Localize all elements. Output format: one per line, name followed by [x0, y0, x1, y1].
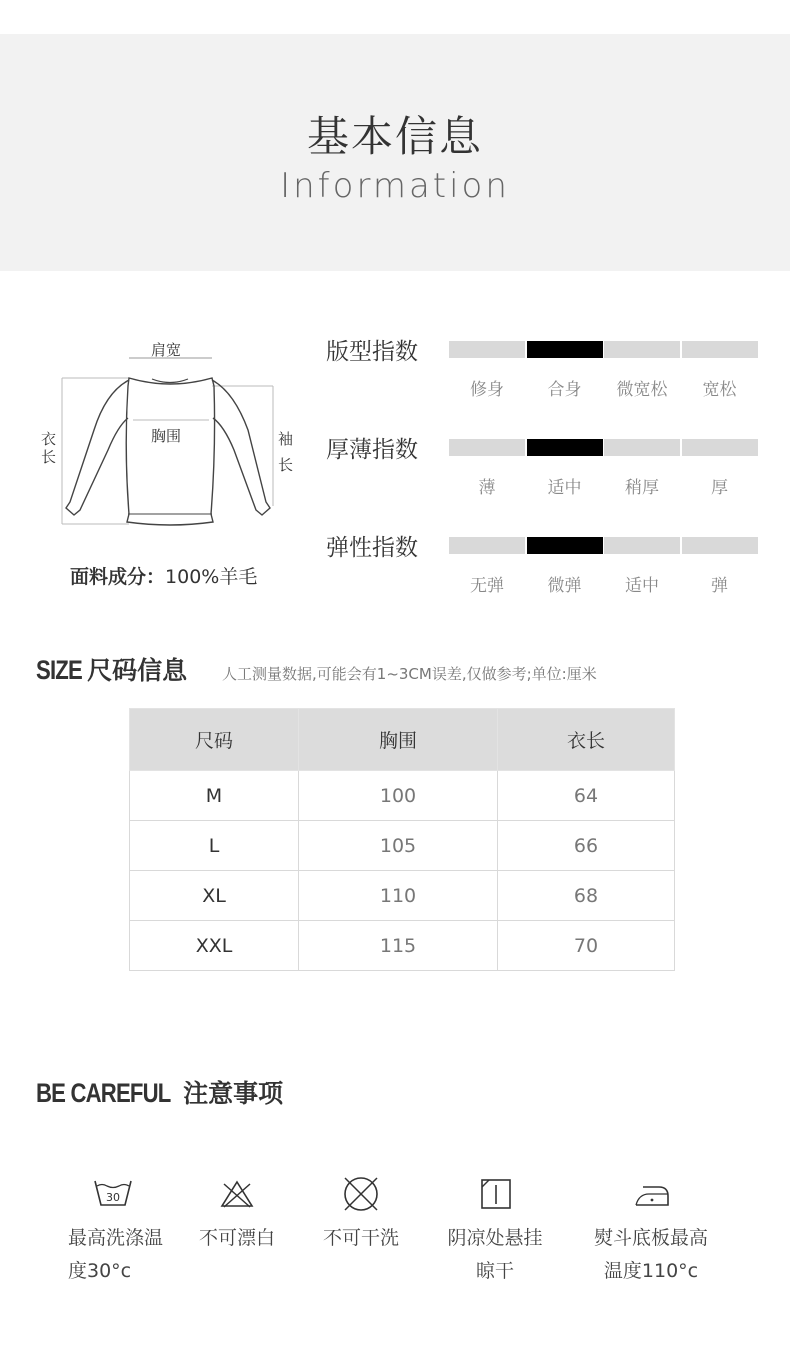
size-note: 人工测量数据,可能会有1~3CM误差,仅做参考;单位:厘米 — [222, 665, 597, 683]
index-bar-segment-selected — [527, 439, 603, 456]
chest-cell: 110 — [299, 871, 498, 921]
care-label-no-bleach: 不可漂白 — [198, 1227, 275, 1249]
care-label-no-dry-clean: 不可干洗 — [322, 1227, 399, 1249]
index-bar-segment — [682, 537, 758, 554]
index-title: 版型指数 — [326, 339, 418, 365]
length-label-2: 长 — [41, 448, 57, 466]
iron-icon — [633, 1182, 671, 1208]
care-section-heading — [36, 1074, 283, 1110]
index-option-label: 薄 — [478, 478, 496, 498]
index-option-label: 合身 — [547, 380, 582, 400]
page-title: 基本信息 — [306, 112, 483, 161]
index-bar-segment — [682, 439, 758, 456]
index-option-label: 适中 — [625, 576, 659, 596]
index-option-label: 宽松 — [702, 380, 737, 400]
fabric-value: 100%羊毛 — [165, 566, 258, 588]
index-bar-segment — [449, 341, 525, 358]
care-label-iron: 熨斗底板最高 温度110°c — [593, 1227, 708, 1282]
length-label-1: 衣 — [41, 430, 57, 448]
index-option-label: 适中 — [547, 478, 582, 498]
length-cell: 66 — [498, 821, 675, 871]
index-bar-segment — [449, 439, 525, 456]
size-cell: XXL — [130, 921, 299, 971]
page-subtitle: Information — [280, 166, 510, 206]
index-bar-segment — [604, 439, 680, 456]
size-table-header-row — [130, 709, 675, 771]
index-bar-segment — [682, 341, 758, 358]
fabric-label: 面料成分： — [70, 566, 166, 588]
size-cell: XL — [130, 871, 299, 921]
garment-diagram — [36, 330, 296, 540]
size-heading-cn: 尺码信息 — [87, 656, 188, 685]
size-cell: L — [130, 821, 299, 871]
sleeve-label-2: 长 — [278, 456, 294, 474]
sleeve-label-1: 袖 — [278, 430, 294, 448]
index-option-label: 修身 — [470, 380, 504, 400]
table-row — [130, 771, 675, 821]
care-heading-en: BE CAREFUL — [36, 1078, 171, 1108]
shoulder-width-label: 肩宽 — [151, 341, 182, 359]
wash-temp-text: 30 — [106, 1191, 120, 1204]
size-heading-en: SIZE — [36, 655, 82, 685]
no-bleach-icon — [219, 1179, 255, 1209]
index-bar-segment-selected — [527, 537, 603, 554]
index-option-label: 微弹 — [547, 576, 582, 596]
chest-cell: 115 — [299, 921, 498, 971]
length-cell: 68 — [498, 871, 675, 921]
col-header-size: 尺码 — [130, 709, 299, 771]
index-option-label: 弹 — [711, 576, 728, 596]
wash-30-icon — [93, 1177, 133, 1211]
index-option-label: 微宽松 — [616, 380, 668, 400]
length-cell: 70 — [498, 921, 675, 971]
index-title: 弹性指数 — [326, 535, 418, 561]
size-table — [129, 708, 675, 971]
size-section-heading — [36, 651, 187, 687]
care-heading-cn: 注意事项 — [183, 1079, 284, 1108]
index-bar-segment — [449, 537, 525, 554]
care-label-wash: 最高洗涤温 度30°c — [68, 1227, 164, 1282]
length-cell: 64 — [498, 771, 675, 821]
index-option-label: 厚 — [711, 478, 728, 498]
col-header-chest: 胸围 — [299, 709, 498, 771]
index-bar-segment-selected — [527, 341, 603, 358]
index-option-label: 稍厚 — [625, 478, 659, 498]
index-title: 厚薄指数 — [326, 437, 418, 463]
line-dry-shade-icon — [480, 1178, 512, 1210]
size-cell: M — [130, 771, 299, 821]
col-header-length: 衣长 — [498, 709, 675, 771]
index-bar-segment — [604, 341, 680, 358]
table-row — [130, 871, 675, 921]
index-option-label: 无弹 — [470, 576, 504, 596]
care-label-line-dry: 阴凉处悬挂 晾干 — [447, 1227, 543, 1282]
table-row — [130, 921, 675, 971]
chest-cell: 105 — [299, 821, 498, 871]
index-bar-segment — [604, 537, 680, 554]
fabric-composition — [70, 562, 257, 589]
no-dry-clean-icon — [340, 1174, 382, 1214]
chest-label: 胸围 — [151, 427, 182, 445]
table-row — [130, 821, 675, 871]
chest-cell: 100 — [299, 771, 498, 821]
